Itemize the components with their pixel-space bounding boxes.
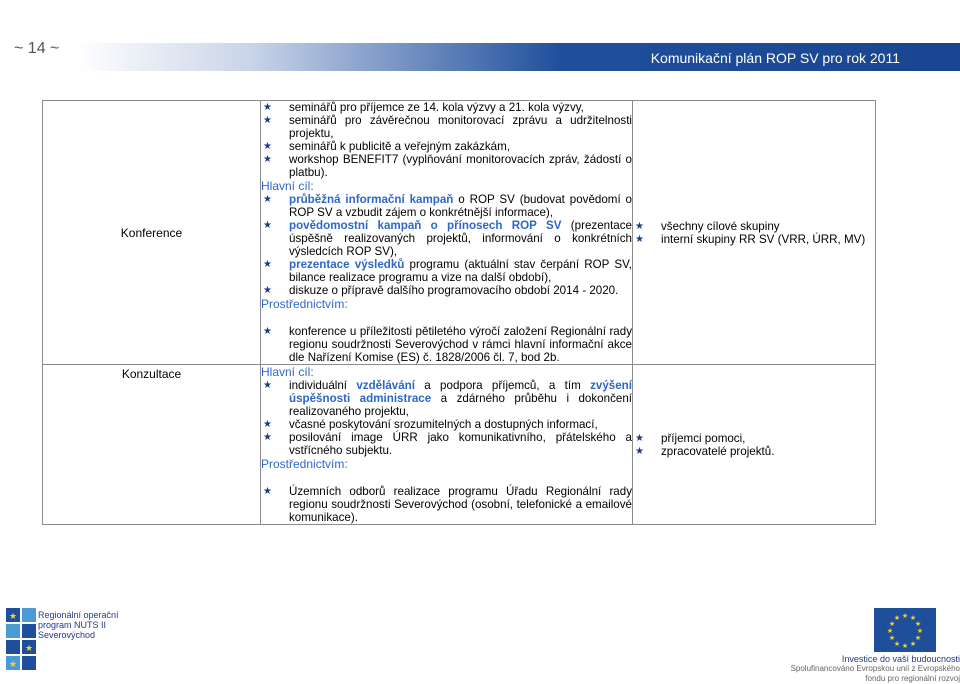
svg-text:★: ★	[893, 615, 901, 622]
star-bullet-icon: ★	[263, 419, 272, 430]
list-item: ★ povědomostní kampaň o přínosech ROP SV (prezentace úspěšně realizovaných projektů, informování o konkrétních výsledcích ROP SV),	[263, 219, 633, 258]
list-item: ★ workshop BENEFIT7 (vyplňování monitorovacích zpráv, žádostí o platbu).	[263, 153, 632, 179]
svg-text:★: ★	[909, 641, 917, 648]
bullet-list	[261, 325, 632, 364]
star-bullet-icon: ★	[263, 380, 272, 391]
bullet-list	[261, 101, 632, 179]
bullet-list	[261, 379, 632, 457]
target-groups	[633, 365, 876, 525]
svg-text:★: ★	[914, 635, 922, 642]
bullet-list	[633, 220, 875, 246]
svg-text:★: ★	[8, 611, 18, 621]
svg-text:★: ★	[8, 659, 18, 669]
star-bullet-icon: ★	[263, 259, 272, 270]
svg-text:★: ★	[888, 635, 896, 642]
bullet-list	[633, 432, 875, 458]
bullet-list	[261, 485, 632, 524]
svg-text:★: ★	[901, 613, 909, 620]
rop-logo-text: Regionální operační program NUTS II Severovýchod	[38, 610, 119, 640]
activity-description	[261, 101, 633, 365]
star-bullet-icon: ★	[263, 115, 272, 126]
star-bullet-icon: ★	[263, 220, 272, 231]
list-item: ★ seminářů pro příjemce ze 14. kola výzvy a 21. kola výzvy,	[263, 101, 584, 114]
list-item: ★ Územních odborů realizace programu Úřadu Regionální rady regionu soudržnosti Severovýchod (osobní, telefonické a emailové komunikace).	[263, 485, 632, 524]
list-item: ★ včasné poskytování srozumitelných a dostupných informací,	[263, 418, 598, 431]
list-item: ★ individuální vzdělávání a podpora příjemců, a tím zvýšení úspěšnosti administrace a zdárného průběhu i dokončení realizovaného projektu,	[263, 379, 632, 418]
activity-name: Konference	[43, 101, 261, 365]
svg-text:★: ★	[886, 628, 894, 635]
list-item: ★ zpracovatelé projektů.	[635, 444, 775, 458]
section-label-goal: Hlavní cíl:	[261, 365, 314, 379]
eu-logo-text	[784, 654, 960, 684]
list-item: ★ konference u příležitosti pětiletého výročí založení Regionální rady regionu soudržnosti Severovýchod v rámci hlavní informační akce dle Nařízení Komise (ES) č. 1828/2006 čl. 7, bod 2b.	[263, 325, 632, 364]
star-bullet-icon: ★	[263, 326, 272, 337]
section-label-via: Prostřednictvím:	[261, 457, 348, 471]
list-item: ★ interní skupiny RR SV (VRR, ÚRR, MV)	[635, 232, 866, 246]
star-bullet-icon: ★	[635, 220, 644, 232]
star-bullet-icon: ★	[263, 102, 272, 113]
page-number: ~ 14 ~	[14, 40, 60, 57]
list-item: ★ příjemci pomoci,	[635, 431, 746, 445]
eu-cofinancing-note: Spolufinancováno Evropskou unií z Evropského fondu pro regionální rozvoj	[790, 664, 960, 683]
list-item: ★ posilování image ÚRR jako komunikativního, přátelského a vstřícného subjektu.	[263, 431, 632, 457]
bullet-list	[261, 193, 632, 297]
eu-slogan: Investice do vaší budoucnosti	[841, 654, 960, 664]
svg-text:★: ★	[24, 643, 34, 653]
list-item: ★ prezentace výsledků programu (aktuální stav čerpání ROP SV, bilance realizace programu a vize na další období),	[263, 258, 632, 284]
table-row	[43, 365, 876, 525]
list-item: ★ všechny cílové skupiny	[635, 219, 780, 233]
star-bullet-icon: ★	[263, 154, 272, 165]
star-bullet-icon: ★	[263, 432, 272, 443]
rop-logo-icon	[6, 608, 36, 670]
list-item: ★ seminářů pro závěrečnou monitorovací zprávu a udržitelnosti projektu,	[263, 114, 632, 140]
svg-text:★: ★	[914, 621, 922, 628]
star-bullet-icon: ★	[263, 194, 272, 205]
svg-text:★: ★	[893, 641, 901, 648]
list-item: ★ diskuze o přípravě dalšího programovacího období 2014 - 2020.	[263, 284, 619, 297]
svg-text:★: ★	[901, 643, 909, 650]
list-item: ★ průběžná informační kampaň o ROP SV (budovat povědomí o ROP SV a vzbudit zájem o konkrétnější informace),	[263, 193, 632, 219]
activity-name: Konzultace	[43, 365, 261, 525]
target-groups	[633, 101, 876, 365]
section-label-goal: Hlavní cíl:	[261, 179, 314, 193]
section-label-via: Prostřednictvím:	[261, 297, 348, 311]
svg-text:★: ★	[916, 628, 924, 635]
star-bullet-icon: ★	[263, 486, 272, 497]
document-title: Komunikační plán ROP SV pro rok 2011	[650, 50, 900, 66]
table-row	[43, 101, 876, 365]
svg-text:★: ★	[909, 615, 917, 622]
svg-text:★: ★	[888, 621, 896, 628]
star-bullet-icon: ★	[635, 233, 644, 245]
star-bullet-icon: ★	[635, 432, 644, 444]
communication-plan-table	[42, 100, 876, 525]
list-item: ★ seminářů k publicitě a veřejným zakázkám,	[263, 140, 511, 153]
eu-flag-icon	[874, 608, 936, 652]
star-bullet-icon: ★	[263, 141, 272, 152]
star-bullet-icon: ★	[263, 285, 272, 296]
activity-description	[261, 365, 633, 525]
star-bullet-icon: ★	[635, 445, 644, 457]
